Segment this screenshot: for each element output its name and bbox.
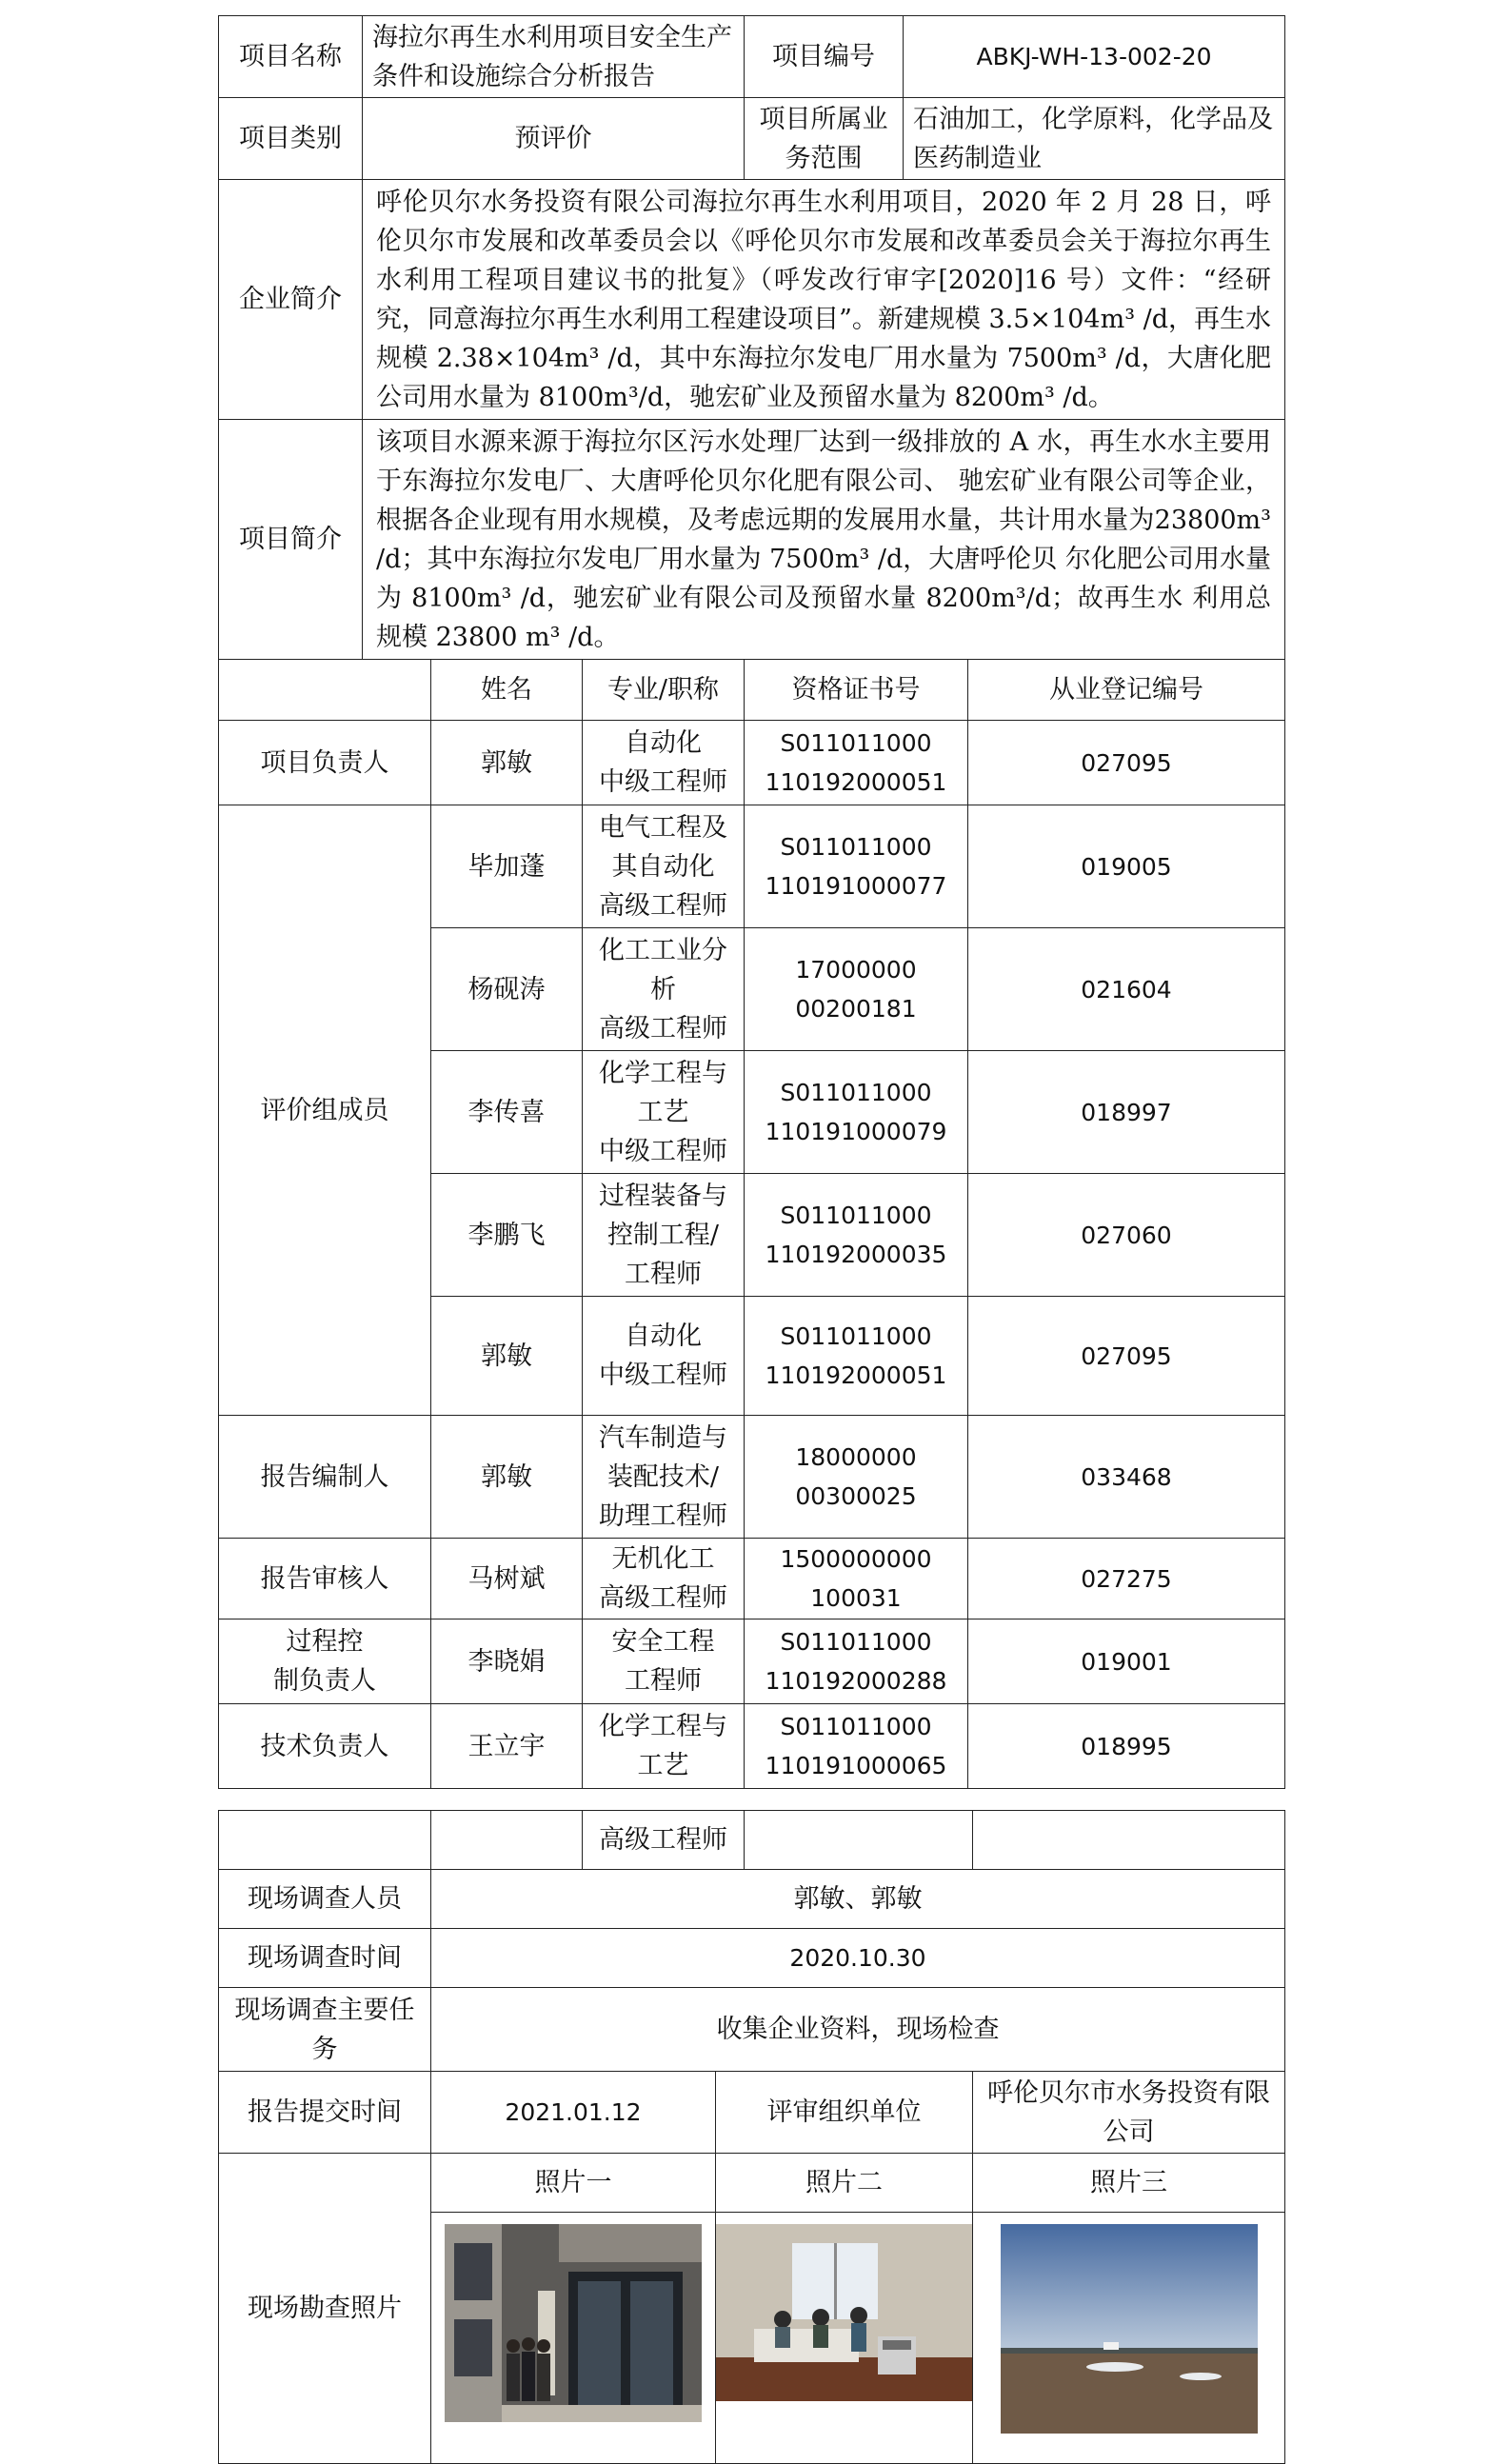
project-code-value: ABKJ-WH-13-002-20 (904, 16, 1285, 98)
photo-1-caption: 照片一 (431, 2154, 716, 2213)
table-row (219, 1619, 1285, 1704)
carry-blank-4 (973, 1811, 1285, 1870)
name-cell: 毕加蓬 (431, 805, 583, 928)
project-category-label: 项目类别 (219, 98, 363, 180)
site-photos-label: 现场勘查照片 (219, 2154, 431, 2464)
cert-cell: S011011000 110192000035 (745, 1174, 968, 1296)
office-meeting-icon (716, 2224, 973, 2401)
reg-cell: 027095 (1081, 748, 1172, 777)
header-title: 专业/职称 (583, 660, 745, 721)
reg-cell: 019005 (1081, 852, 1172, 881)
cert-cell: S011011000 110191000077 (745, 805, 968, 927)
cert-cell: S011011000 110191000065 (745, 1704, 968, 1788)
submit-time-value: 2021.01.12 (431, 2072, 716, 2154)
cert-cell: S011011000 110192000051 (745, 721, 968, 805)
survey-task-label: 现场调查主要任务 (219, 1988, 431, 2072)
table-row (219, 1539, 1285, 1619)
name-cell: 王立宇 (431, 1704, 583, 1789)
cert-cell: 18000000 00300025 (745, 1416, 968, 1538)
name-cell: 郭敏 (431, 1416, 583, 1539)
cert-reg-cell (745, 721, 1285, 805)
table-row (219, 721, 1285, 805)
header-cert-reg (745, 660, 1285, 721)
reg-cell: 018997 (1081, 1098, 1172, 1126)
table-row (219, 1704, 1285, 1789)
cert-cell: S011011000 110192000288 (745, 1619, 968, 1703)
photo-1-image (445, 2224, 702, 2422)
review-org-value: 呼伦贝尔市水务投资有限公司 (973, 2072, 1285, 2154)
name-cell: 李晓娟 (431, 1619, 583, 1704)
survey-info-table (218, 1810, 1285, 2464)
reg-cell: 027275 (1081, 1564, 1172, 1593)
cert-reg-cell (745, 1297, 1285, 1416)
photo-3-cell (973, 2213, 1285, 2464)
cert-cell: 17000000 00200181 (745, 928, 968, 1050)
title-cell: 化工工业分 析 高级工程师 (583, 928, 745, 1051)
cert-cell: S011011000 110192000051 (745, 1297, 968, 1415)
cert-reg-cell (745, 1539, 1285, 1619)
survey-time-label: 现场调查时间 (219, 1929, 431, 1988)
title-cell: 自动化 中级工程师 (583, 721, 745, 805)
reg-cell: 033468 (1081, 1462, 1172, 1491)
header-blank (219, 660, 431, 721)
cert-reg-cell (745, 805, 1285, 928)
header-name: 姓名 (431, 660, 583, 721)
title-cell: 安全工程 工程师 (583, 1619, 745, 1704)
survey-time-value: 2020.10.30 (431, 1929, 1285, 1988)
cert-reg-cell (745, 1174, 1285, 1297)
table-row (219, 1416, 1285, 1539)
reg-cell: 027095 (1081, 1341, 1172, 1370)
photo-1-cell (431, 2213, 716, 2464)
project-name-label: 项目名称 (219, 16, 363, 98)
name-cell: 郭敏 (431, 721, 583, 805)
cert-reg-cell (745, 928, 1285, 1051)
survey-task-value: 收集企业资料，现场检查 (431, 1988, 1285, 2072)
evaluators-role-cell: 评价组成员 (219, 805, 431, 1416)
project-code-label: 项目编号 (745, 16, 904, 98)
title-cell: 电气工程及 其自动化 高级工程师 (583, 805, 745, 928)
reg-cell: 021604 (1081, 975, 1172, 1003)
carry-blank-2 (431, 1811, 583, 1870)
photo-3-caption: 照片三 (973, 2154, 1285, 2213)
header-reg: 从业登记编号 (1049, 675, 1203, 705)
building-entrance-icon (445, 2224, 702, 2422)
submit-time-label: 报告提交时间 (219, 2072, 431, 2154)
role-cell: 项目负责人 (219, 721, 431, 805)
carry-title: 高级工程师 (583, 1811, 745, 1870)
name-cell: 李鹏飞 (431, 1174, 583, 1297)
cert-reg-cell (745, 1704, 1285, 1789)
company-intro-label: 企业简介 (219, 180, 363, 420)
title-cell: 汽车制造与 装配技术/ 助理工程师 (583, 1416, 745, 1539)
reg-cell: 018995 (1081, 1732, 1172, 1760)
photo-2-cell (716, 2213, 973, 2464)
cert-cell: 1500000000 100031 (745, 1539, 968, 1619)
title-cell: 无机化工 高级工程师 (583, 1539, 745, 1619)
project-intro-text: 该项目水源来源于海拉尔区污水处理厂达到一级排放的 A 水，再生水水主要用于东海拉尔发电厂、大唐呼伦贝尔化肥有限公司、 驰宏矿业有限公司等企业，根据各企业现有用水规模，及考虑远期的发展用水量，共计用水量为23800m³ /d；其中东海拉尔发电厂用水量为 7500m³ /d，大唐呼伦贝 尔化肥公司用水量为 8100m³ /d，驰宏矿业有限公司及预留水量 8200m³/d；故再生水 利用总规模 23800 m³ /d。 (363, 420, 1285, 660)
carry-blank-3 (745, 1811, 973, 1870)
report-info-table (218, 15, 1285, 1789)
cert-cell: S011011000 110191000079 (745, 1051, 968, 1173)
role-cell: 报告审核人 (219, 1539, 431, 1619)
reg-cell: 019001 (1081, 1647, 1172, 1676)
review-org-label: 评审组织单位 (716, 2072, 973, 2154)
role-cell: 报告编制人 (219, 1416, 431, 1539)
name-cell: 郭敏 (431, 1297, 583, 1416)
business-scope-label: 项目所属业务范围 (745, 98, 904, 180)
role-cell: 技术负责人 (219, 1704, 431, 1789)
title-cell: 过程装备与 控制工程/ 工程师 (583, 1174, 745, 1297)
title-cell: 自动化 中级工程师 (583, 1297, 745, 1416)
project-name-value: 海拉尔再生水利用项目安全生产条件和设施综合分析报告 (363, 16, 745, 98)
survey-staff-value: 郭敏、郭敏 (431, 1870, 1285, 1929)
project-intro-label: 项目简介 (219, 420, 363, 660)
open-field-icon (1001, 2224, 1258, 2434)
company-intro-text: 呼伦贝尔水务投资有限公司海拉尔再生水利用项目，2020 年 2 月 28 日，呼伦贝尔市发展和改革委员会以《呼伦贝尔市发展和改革委员会关于海拉尔再生水利用工程项目建议书的批复》（呼发改行审字[2020]16 号）文件：“经研究，同意海拉尔再生水利用工程建设项目”。新建规模 3.5×104m³ /d，再生水规模 2.38×104m³ /d，其中东海拉尔发电厂用水量为 7500m³ /d，大唐化肥公司用水量为 8100m³/d，驰宏矿业及预留水量为 8200m³ /d。 (363, 180, 1285, 420)
name-cell: 马树斌 (431, 1539, 583, 1619)
title-cell: 化学工程与 工艺 中级工程师 (583, 1051, 745, 1174)
cert-reg-cell (745, 1051, 1285, 1174)
cert-reg-cell (745, 1619, 1285, 1704)
name-cell: 李传喜 (431, 1051, 583, 1174)
role-cell: 过程控 制负责人 (219, 1619, 431, 1704)
table-row (219, 805, 1285, 928)
photo-3-image (1001, 2224, 1258, 2434)
survey-staff-label: 现场调查人员 (219, 1870, 431, 1929)
reg-cell: 027060 (1081, 1221, 1172, 1249)
header-cert: 资格证书号 (745, 660, 968, 720)
project-category-value: 预评价 (363, 98, 745, 180)
photo-2-image (716, 2224, 973, 2401)
carry-blank-1 (219, 1811, 431, 1870)
title-cell: 化学工程与 工艺 (583, 1704, 745, 1789)
photo-2-caption: 照片二 (716, 2154, 973, 2213)
name-cell: 杨砚涛 (431, 928, 583, 1051)
cert-reg-cell (745, 1416, 1285, 1539)
business-scope-value: 石油加工，化学原料，化学品及医药制造业 (904, 98, 1285, 180)
